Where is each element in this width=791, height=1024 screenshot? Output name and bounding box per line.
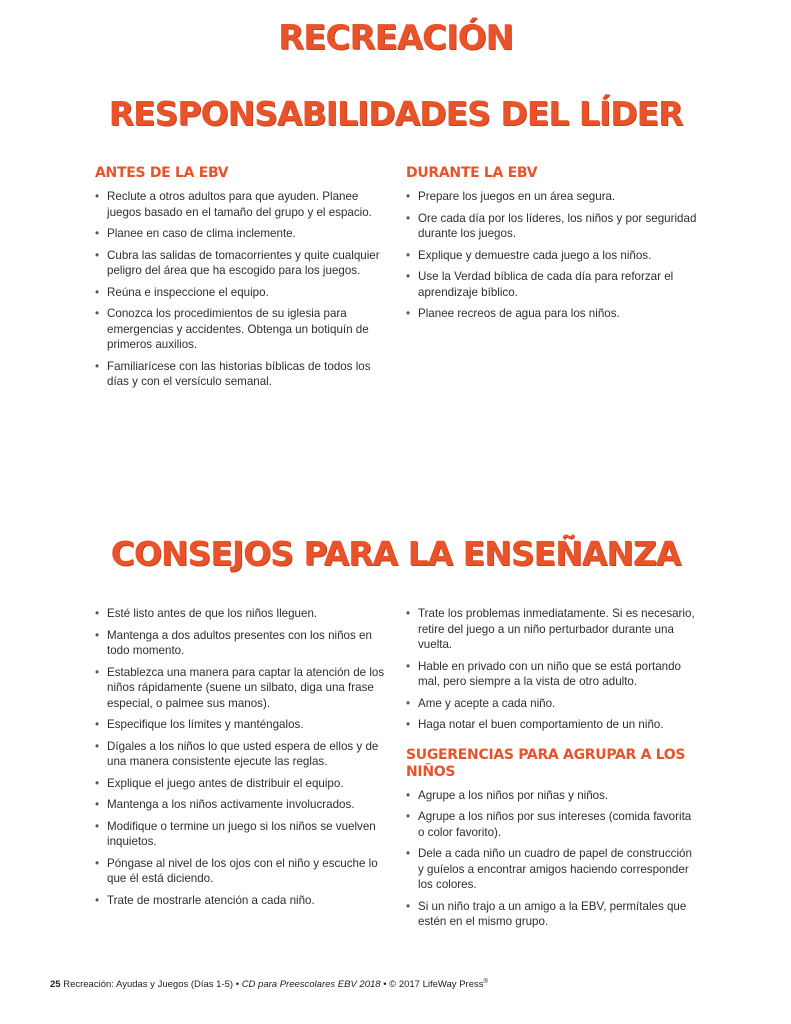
footer-text-b: • © 2017 LifeWay Press (383, 979, 484, 991)
list-item: • Hable en privado con un niño que se está portando mal, pero siempre a la vista de otro adulto. (406, 659, 698, 690)
list-item: • Dele a cada niño un cuadro de papel de construcción y guíelos a encontrar amigos haciendo corresponder los colores. (406, 846, 698, 893)
list-item: • Modifique o termine un juego si los niños se vuelven inquietos. (95, 819, 387, 850)
consejos-left-column (95, 606, 387, 914)
durante-heading: DURANTE LA EBV (406, 165, 538, 181)
footer-trademark: ® (483, 979, 488, 985)
durante-column (406, 165, 701, 328)
list-item: • Trate de mostrarle atención a cada niño. (95, 893, 387, 909)
section-title-responsabilidades: RESPONSABILIDADES DEL LÍDER (108, 94, 683, 133)
antes-list (95, 189, 390, 390)
list-item: • Trate los problemas inmediatamente. Si es necesario, retire del juego a un niño perturbador durante una vuelta. (406, 606, 698, 653)
antes-heading: ANTES DE LA EBV (95, 165, 229, 181)
page-number: 25 (50, 979, 61, 991)
list-item: • Reclute a otros adultos para que ayuden. Planee juegos basado en el tamaño del grupo y el espacio. (95, 189, 390, 220)
list-item: • Mantenga a los niños activamente involucrados. (95, 797, 387, 813)
list-item: • Haga notar el buen comportamiento de un niño. (406, 717, 698, 733)
section-title-consejos: CONSEJOS PARA LA ENSEÑANZA (110, 534, 681, 573)
list-item: • Conozca los procedimientos de su iglesia para emergencias y accidentes. Obtenga un botiquín de primeros auxilios. (95, 306, 390, 353)
list-item: • Ore cada día por los líderes, los niños y por seguridad durante los juegos. (406, 211, 701, 242)
list-item: • Familiarícese con las historias bíblicas de todos los días y con el versículo semanal. (95, 359, 390, 390)
durante-list (406, 189, 701, 322)
list-item: • Planee en caso de clima inclemente. (95, 226, 390, 242)
page-title: RECREACIÓN (277, 18, 514, 58)
consejos-right-list (406, 606, 698, 733)
page-footer (50, 979, 488, 990)
list-item: • Reúna e inspeccione el equipo. (95, 285, 390, 301)
footer-text-italic: CD para Preescolares EBV 2018 (241, 979, 381, 991)
list-item: • Mantenga a dos adultos presentes con los niños en todo momento. (95, 628, 387, 659)
footer-text-a: Recreación: Ayudas y Juegos (Días 1-5) • (63, 979, 240, 991)
list-item: • Planee recreos de agua para los niños. (406, 306, 701, 322)
consejos-right-column (406, 606, 698, 936)
list-item: • Si un niño trajo a un amigo a la EBV, permítales que estén en el mismo grupo. (406, 899, 698, 930)
agrupar-list (406, 788, 698, 930)
list-item: • Dígales a los niños lo que usted espera de ellos y de una manera consistente ejecute las reglas. (95, 739, 387, 770)
antes-column (95, 165, 390, 396)
list-item: • Esté listo antes de que los niños lleguen. (95, 606, 387, 622)
list-item: • Use la Verdad bíblica de cada día para reforzar el aprendizaje bíblico. (406, 269, 701, 300)
consejos-left-list (95, 606, 387, 908)
list-item: • Póngase al nivel de los ojos con el niño y escuche lo que él está diciendo. (95, 856, 387, 887)
list-item: • Ame y acepte a cada niño. (406, 696, 698, 712)
list-item: • Agrupe a los niños por niñas y niños. (406, 788, 698, 804)
list-item: • Especifique los límites y manténgalos. (95, 717, 387, 733)
list-item: • Explique y demuestre cada juego a los niños. (406, 248, 701, 264)
list-item: • Agrupe a los niños por sus intereses (comida favorita o color favorito). (406, 809, 698, 840)
list-item: • Explique el juego antes de distribuir el equipo. (95, 776, 387, 792)
list-item: • Establezca una manera para captar la atención de los niños rápidamente (suene un silbato, diga una frase especial, o palmee sus manos). (95, 665, 387, 712)
list-item: • Prepare los juegos en un área segura. (406, 189, 701, 205)
agrupar-heading: SUGERENCIAS PARA AGRUPAR A LOS NIÑOS (406, 746, 686, 780)
list-item: • Cubra las salidas de tomacorrientes y quite cualquier peligro del área que ha escogido para los juegos. (95, 248, 390, 279)
